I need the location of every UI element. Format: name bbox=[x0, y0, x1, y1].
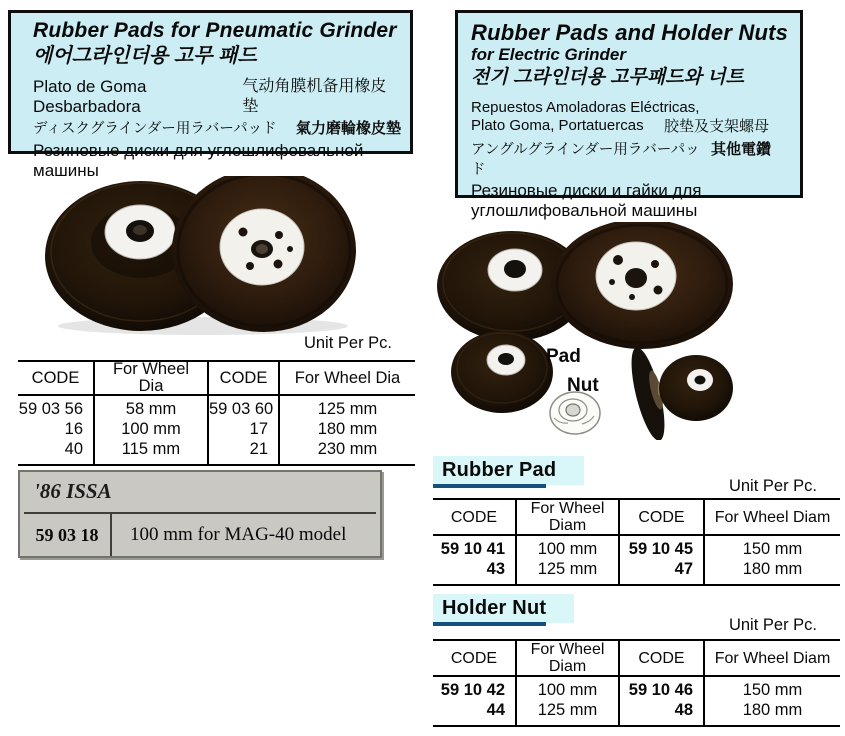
code-value: 59 10 42 bbox=[440, 681, 505, 699]
rubber-pad-table bbox=[433, 498, 840, 586]
nut-photo-label: Nut bbox=[567, 375, 599, 396]
column-header-code: CODE bbox=[18, 362, 93, 396]
holder-nut-table bbox=[433, 639, 840, 727]
rubber-pad-section-heading bbox=[433, 456, 584, 485]
code-value: 17 bbox=[249, 420, 268, 438]
holder-nut-heading-text: Holder Nut bbox=[442, 597, 547, 619]
code-value: 21 bbox=[249, 440, 268, 458]
dia-cell-group bbox=[515, 677, 618, 725]
dia-value: 125 mm bbox=[317, 400, 378, 418]
dia-value: 180 mm bbox=[742, 701, 803, 719]
dia-cell-group bbox=[515, 536, 618, 584]
code-value: 47 bbox=[674, 560, 693, 578]
holder-nut-section-heading bbox=[433, 594, 574, 623]
dia-value: 100 mm bbox=[537, 681, 598, 699]
dia-value: 180 mm bbox=[317, 420, 378, 438]
electric-subtitle: for Electric Grinder bbox=[471, 45, 626, 64]
rubber-pad-heading-text: Rubber Pad bbox=[442, 459, 557, 481]
dia-value: 180 mm bbox=[742, 560, 803, 578]
electric-russian-line1: Резиновые диски и гайки для bbox=[471, 181, 702, 200]
code-cell-group bbox=[433, 677, 515, 725]
code-value: 59 03 56 bbox=[18, 400, 83, 418]
dia-cell-group bbox=[93, 396, 207, 464]
pneumatic-title: Rubber Pads for Pneumatic Grinder bbox=[33, 19, 397, 42]
dia-value: 100 mm bbox=[537, 540, 598, 558]
electric-chinese-traditional: 其他電鑽 bbox=[711, 141, 772, 158]
pneumatic-chinese-simplified: 气动角膜机备用橡皮垫 bbox=[242, 78, 387, 115]
code-cell-group bbox=[618, 536, 703, 584]
dia-value: 115 mm bbox=[121, 440, 181, 458]
column-header-wheel-diam: For Wheel Diam bbox=[703, 641, 840, 677]
electric-header-box bbox=[455, 10, 803, 220]
pneumatic-pads-table bbox=[18, 360, 415, 466]
issa-code-value: 59 03 18 bbox=[35, 524, 99, 545]
electric-spanish-line1: Repuestos Amoladoras Eléctricas, bbox=[471, 99, 700, 116]
dia-cell-group bbox=[278, 396, 415, 464]
code-cell-group bbox=[618, 677, 703, 725]
code-cell-group bbox=[18, 396, 93, 464]
code-value: 59 03 60 bbox=[209, 400, 274, 418]
pneumatic-header-box bbox=[8, 10, 413, 180]
unit-per-pc-label-holder-nut: Unit Per Pc. bbox=[728, 616, 817, 634]
electric-spanish-line2: Plato Goma, Portatuercas bbox=[471, 117, 644, 134]
column-header-code: CODE bbox=[433, 500, 515, 536]
code-cell-group bbox=[433, 536, 515, 584]
dia-value: 230 mm bbox=[317, 440, 378, 458]
issa-86-box bbox=[18, 470, 382, 558]
pneumatic-russian-line2: машины bbox=[33, 161, 99, 180]
code-cell-group bbox=[207, 396, 278, 464]
heading-underline bbox=[433, 622, 546, 626]
electric-russian-line2: углошлифовальной машины bbox=[471, 201, 698, 220]
pneumatic-chinese-traditional: 氣力磨輪橡皮墊 bbox=[296, 120, 402, 137]
code-value: 44 bbox=[486, 701, 505, 719]
dia-value: 125 mm bbox=[537, 560, 598, 578]
code-value: 40 bbox=[64, 440, 83, 458]
pneumatic-title-korean: 에어그라인더용 고무 패드 bbox=[33, 45, 257, 67]
code-value: 59 10 45 bbox=[628, 540, 693, 558]
column-header-code: CODE bbox=[207, 362, 278, 396]
unit-per-pc-label-pneumatic: Unit Per Pc. bbox=[303, 334, 392, 352]
issa-description: 100 mm for MAG-40 model bbox=[130, 524, 347, 545]
issa-86-title: '86 ISSA bbox=[34, 479, 112, 503]
column-header-wheel-dia: For Wheel Dia bbox=[278, 362, 415, 396]
code-value: 48 bbox=[674, 701, 693, 719]
heading-underline bbox=[433, 484, 546, 488]
dia-value: 150 mm bbox=[742, 540, 803, 558]
column-header-code: CODE bbox=[433, 641, 515, 677]
pneumatic-japanese: ディスクグラインダー用ラバーパッド bbox=[33, 121, 277, 137]
unit-per-pc-label-rubber-pad: Unit Per Pc. bbox=[728, 477, 817, 495]
dia-cell-group bbox=[703, 677, 840, 725]
column-header-wheel-diam: For Wheel Diam bbox=[515, 500, 618, 536]
column-header-code: CODE bbox=[618, 500, 703, 536]
code-value: 59 10 41 bbox=[440, 540, 505, 558]
pneumatic-spanish: Plato de Goma Desbarbadora bbox=[33, 77, 147, 116]
pneumatic-pads-photo bbox=[28, 176, 358, 338]
column-header-code: CODE bbox=[618, 641, 703, 677]
code-value: 59 10 46 bbox=[628, 681, 693, 699]
electric-title: Rubber Pads and Holder Nuts bbox=[471, 20, 789, 45]
dia-value: 100 mm bbox=[121, 420, 181, 438]
code-value: 43 bbox=[486, 560, 505, 578]
column-header-wheel-dia: For Wheel Dia bbox=[93, 362, 207, 396]
pneumatic-russian-line1: Резиновые диски для углошлифовальной bbox=[33, 141, 364, 160]
dia-value: 125 mm bbox=[537, 701, 598, 719]
dia-value: 150 mm bbox=[742, 681, 803, 699]
code-value: 16 bbox=[64, 420, 83, 438]
column-header-wheel-diam: For Wheel Diam bbox=[515, 641, 618, 677]
pad-photo-label: Pad bbox=[546, 346, 581, 367]
electric-chinese-simplified: 胶垫及支架螺母 bbox=[664, 118, 770, 135]
electric-pads-photo bbox=[432, 222, 744, 440]
column-header-wheel-diam: For Wheel Diam bbox=[703, 500, 840, 536]
electric-japanese: アングルグラインダー用ラバーパッド bbox=[471, 142, 700, 178]
dia-value: 58 mm bbox=[125, 400, 177, 418]
dia-cell-group bbox=[703, 536, 840, 584]
electric-title-korean: 전기 그라인더용 고무패드와 너트 bbox=[471, 67, 744, 88]
